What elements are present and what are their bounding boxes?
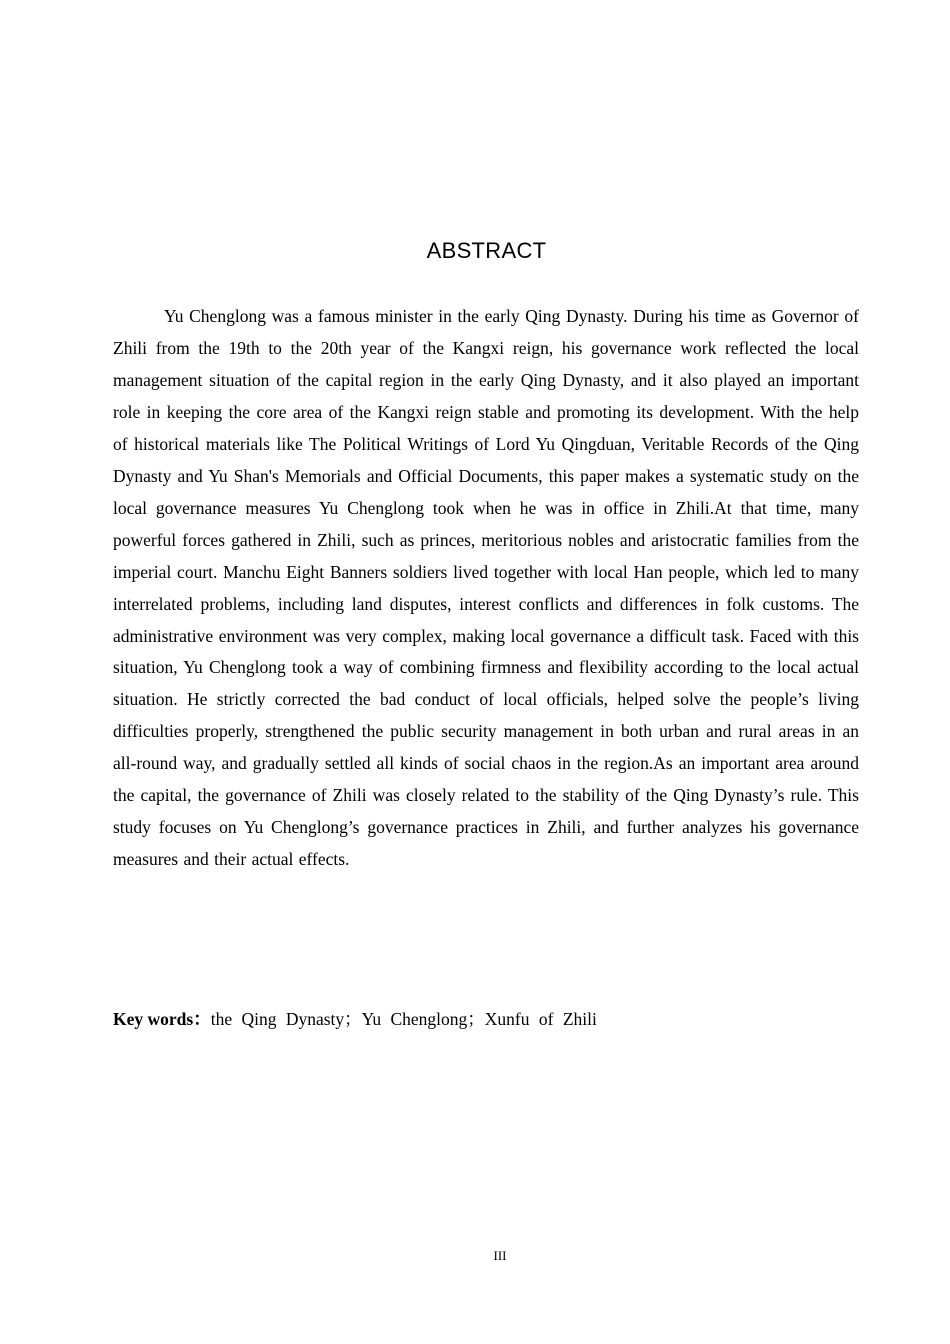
keywords-label: Key words：	[113, 1009, 211, 1029]
keywords-text: the Qing Dynasty；Yu Chenglong；Xunfu of Zhili	[210, 1009, 597, 1029]
abstract-heading: ABSTRACT	[426, 238, 547, 263]
abstract-paragraph: Yu Chenglong was a famous minister in the early Qing Dynasty. During his time as Governor of Zhili from the 19th to the 20th year of the Kangxi reign, his governance work reflected the local management situation of the capital region in the early Qing Dynasty, and it also played an important role in keeping the core area of the Kangxi reign stable and promoting its development. With the help of historical materials like The Political Writings of Lord Yu Qingduan, Veritable Records of the Qing Dynasty and Yu Shan's Memorials and Official Documents, this paper makes a systematic study on the local governance measures Yu Chenglong took when he was in office in Zhili.At that time, many powerful forces gathered in Zhili, such as princes, meritorious nobles and aristocratic families from the imperial court. Manchu Eight Banners soldiers lived together with local Han people, which led to many interrelated problems, including land disputes, interest conflicts and differences in folk customs. The administrative environment was very complex, making local governance a difficult task. Faced with this situation, Yu Chenglong took a way of combining firmness and flexibility according to the local actual situation. He strictly corrected the bad conduct of local officials, helped solve the people’s living difficulties properly, strengthened the public security management in both urban and rural areas in an all-round way, and gradually settled all kinds of social chaos in the region.As an important area around the capital, the governance of Zhili was closely related to the stability of the Qing Dynasty’s rule. This study focuses on Yu Chenglong’s governance practices in Zhili, and further analyzes his governance measures and their actual effects.	[113, 306, 859, 870]
page-number: III	[493, 1248, 507, 1263]
keywords-line	[113, 1003, 859, 1035]
